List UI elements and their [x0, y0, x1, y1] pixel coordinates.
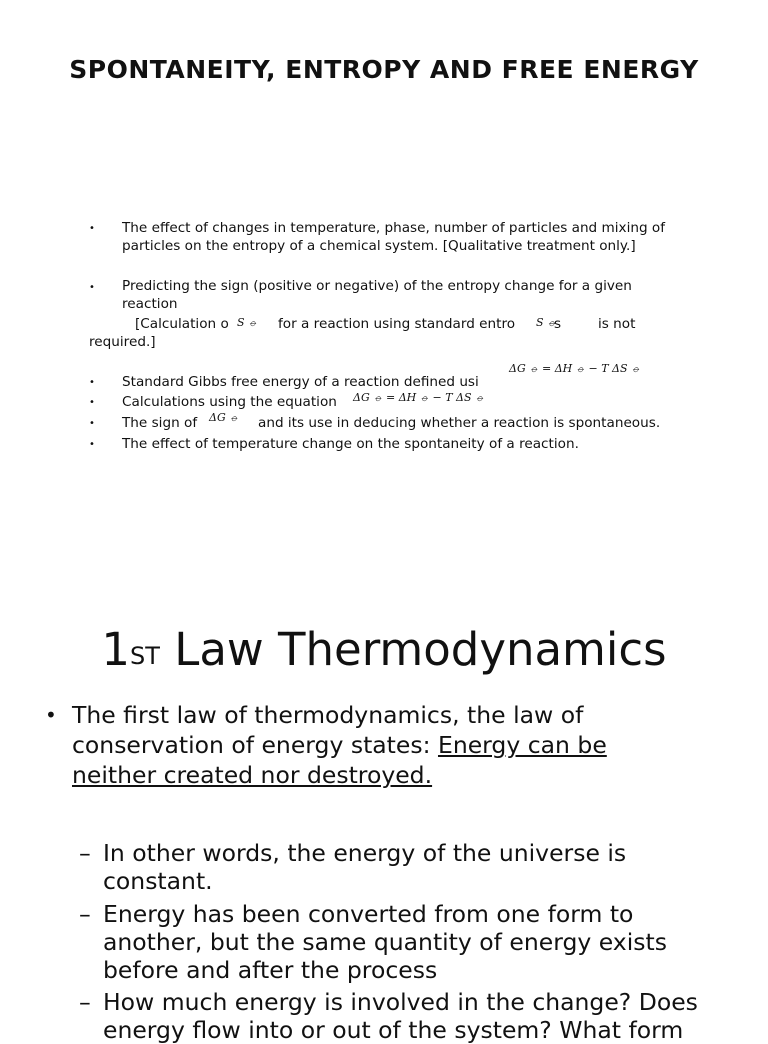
slide1-title: SPONTANEITY, ENTROPY AND FREE ENERGY	[69, 55, 699, 84]
sub-point-3: How much energy is involved in the change? Does energy flow into or out of the system? What form	[103, 988, 698, 1044]
objective-3: Standard Gibbs free energy of a reaction defined usi	[122, 374, 479, 390]
objective-4: Calculations using the equation	[122, 394, 337, 410]
sub-point-1: In other words, the energy of the universe is constant.	[103, 839, 627, 895]
objective-5-prefix: The sign of	[122, 415, 198, 431]
slide2-title: 1ST Law Thermodynamics	[101, 623, 667, 676]
dash-marker: –	[79, 839, 91, 867]
dash-marker: –	[79, 900, 91, 928]
bullet-dot: •	[89, 397, 95, 408]
gibbs-equation: ΔG ⦵ = ΔH ⦵ − T ΔS ⦵	[353, 391, 485, 404]
sub-point-2: Energy has been converted from one form to another, but the same quantity of energy exists before and after the process	[103, 900, 667, 984]
entropy-symbol: S ⦵	[536, 316, 557, 329]
entropy-symbol: S ⦵	[237, 316, 258, 329]
gibbs-equation: ΔG ⦵ = ΔH ⦵ − T ΔS ⦵	[509, 362, 641, 375]
objective-6: The effect of temperature change on the spontaneity of a reaction.	[122, 436, 579, 452]
bullet-dot: •	[89, 282, 95, 293]
calc-note-mid: for a reaction using standard entro	[278, 316, 516, 332]
dash-marker: –	[79, 988, 91, 1016]
bullet-dot: •	[89, 439, 95, 450]
calc-note-suffix: s	[554, 316, 562, 332]
bullet-dot: •	[89, 223, 95, 234]
objective-1: The effect of changes in temperature, phase, number of particles and mixing of particles on the entropy of a chemical system. [Qualitative treatment only.]	[122, 220, 666, 254]
first-law-statement: The first law of thermodynamics, the law of conservation of energy states: Energy can be neither created nor destroyed.	[72, 701, 607, 789]
energy-conservation-quote: Energy can be neither created nor destroyed.	[72, 731, 607, 789]
bullet-dot: •	[89, 377, 95, 388]
gibbs-symbol: ΔG ⦵	[209, 411, 239, 424]
bullet-dot: •	[89, 418, 95, 429]
objective-5-suffix: and its use in deducing whether a reaction is spontaneous.	[258, 415, 661, 431]
calc-note-tail: is not	[598, 316, 636, 332]
calc-note-end: required.]	[89, 334, 156, 350]
bullet-dot: •	[45, 703, 57, 727]
objective-2: Predicting the sign (positive or negative) of the entropy change for a given reaction	[122, 278, 632, 312]
calc-note-prefix: [Calculation o	[135, 316, 229, 332]
